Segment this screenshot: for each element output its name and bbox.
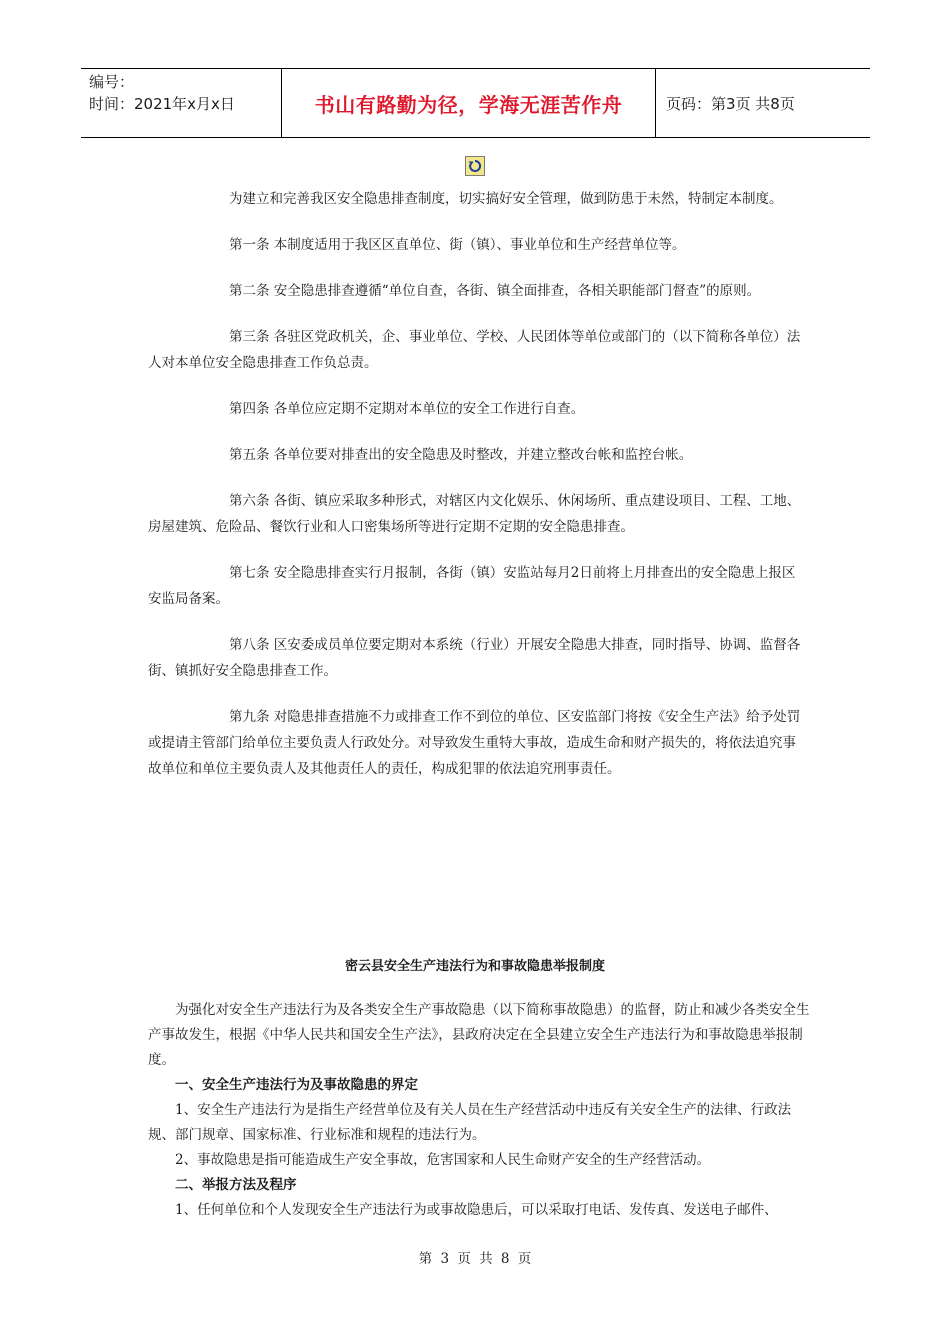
article-8: 第八条 区安委成员单位要定期对本系统（行业）开展安全隐患大排查，同时指导、协调、监督各街、镇抓好安全隐患排查工作。 [148,637,801,679]
section-2-title: 密云县安全生产违法行为和事故隐患举报制度 [344,959,605,974]
page-label: 页码：第3页 共8页 [666,94,795,113]
heading-2: 二、举报方法及程序 [175,1177,297,1193]
article-9: 第九条 对隐患排查措施不力或排查工作不到位的单位、区安监部门将按《安全生产法》给予处罚或提请主管部门给单位主要负责人行政处分。对导致发生重特大事故，造成生命和财产损失的，将依法追究事故单位和单位主要负责人及其他责任人的责任，构成犯罪的依法追究刑事责任。 [148,709,801,777]
article-6: 第六条 各街、镇应采取多种形式，对辖区内文化娱乐、休闲场所、重点建设项目、工程、工地、房屋建筑、危险品、餐饮行业和人口密集场所等进行定期不定期的安全隐患排查。 [148,493,801,535]
page-footer: 第 3 页 共 8 页 [418,1251,532,1267]
item-2-1: 1、任何单位和个人发现安全生产违法行为或事故隐患后，可以采取打电话、发传真、发送电子邮件、 [175,1202,778,1218]
article-7: 第七条 安全隐患排查实行月报制，各街（镇）安监站每月2日前将上月排查出的安全隐患上报区安监局备案。 [148,565,796,607]
article-3: 第三条 各驻区党政机关，企、事业单位、学校、人民团体等单位或部门的（以下简称各单位）法人对本单位安全隐患排查工作负总责。 [148,329,801,371]
item-1-2: 2、事故隐患是指可能造成生产安全事故，危害国家和人民生命财产安全的生产经营活动。 [175,1152,711,1168]
article-2: 第二条 安全隐患排查遵循“单位自查，各街、镇全面排查，各相关职能部门督查”的原则。 [229,283,761,299]
article-1: 第一条 本制度适用于我区区直单位、街（镇）、事业单位和生产经营单位等。 [229,237,686,253]
section-1 [148,186,808,802]
section-2 [148,998,810,1223]
article-5: 第五条 各单位要对排查出的安全隐患及时整改，并建立整改台帐和监控台帐。 [229,447,693,463]
section-2-intro: 为强化对安全生产违法行为及各类安全生产事故隐患（以下简称事故隐患）的监督，防止和减少各类安全生产事故发生，根据《中华人民共和国安全生产法》，县政府决定在全县建立安全生产违法行为和事故隐患举报制度。 [148,1002,810,1068]
header-table [81,68,870,138]
item-1-1: 1、安全生产违法行为是指生产经营单位及有关人员在生产经营活动中违反有关安全生产的法律、行政法规、部门规章、国家标准、行业标准和规程的违法行为。 [148,1102,792,1143]
article-4: 第四条 各单位应定期不定期对本单位的安全工作进行自查。 [229,401,585,417]
header-info [81,69,281,137]
paragraph: 为建立和完善我区安全隐患排查制度，切实搞好安全管理，做到防患于未然，特制定本制度。 [229,191,783,207]
motto: 书山有路勤为径，学海无涯苦作舟 [281,69,656,137]
time-label: 时间：2021年x月x日 [89,95,235,113]
heading-1: 一、安全生产违法行为及事故隐患的界定 [175,1077,418,1093]
code-label: 编号： [89,73,135,91]
rotate-icon [465,156,485,176]
